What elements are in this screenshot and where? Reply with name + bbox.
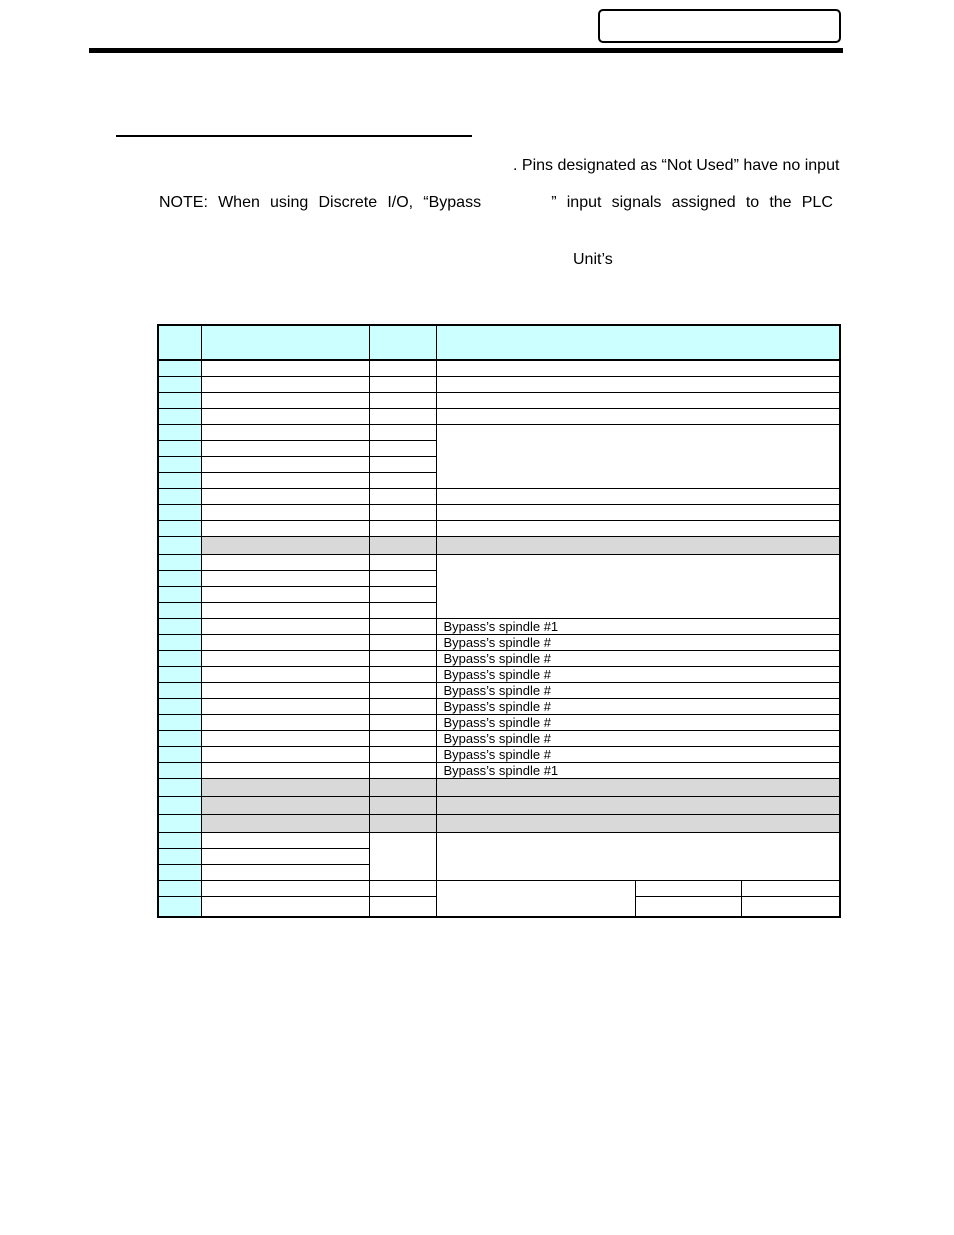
table-row [158, 409, 840, 425]
table-row [158, 747, 840, 763]
table-row [158, 833, 840, 849]
pin-cell [158, 635, 201, 651]
bypass-description: Bypass’s spindle # [436, 683, 840, 699]
table-row-not-used [158, 815, 840, 833]
pin-cell [158, 537, 201, 555]
bypass-description: Bypass’s spindle # [436, 715, 840, 731]
bypass-description: Bypass’s spindle # [436, 667, 840, 683]
table-row [158, 425, 840, 441]
table-row [158, 763, 840, 779]
merged-description-cell [436, 833, 840, 881]
pin-cell [158, 441, 201, 457]
pin-cell [158, 473, 201, 489]
note-word: “Bypass [423, 194, 482, 211]
pin-cell [158, 699, 201, 715]
pin-cell [158, 833, 201, 849]
pin-cell [158, 409, 201, 425]
pin-cell [158, 619, 201, 635]
bypass-description: Bypass’s spindle #1 [436, 619, 840, 635]
pin-cell [158, 571, 201, 587]
pin-cell [158, 683, 201, 699]
table-row-not-used [158, 797, 840, 815]
header-rule [89, 48, 843, 53]
note-word: ” [551, 194, 557, 211]
note-word: I/O, [387, 194, 414, 211]
intro-text: . Pins designated as “Not Used” have no input [513, 157, 840, 174]
table-row [158, 651, 840, 667]
merged-description-cell [436, 555, 840, 619]
header-cell [158, 325, 201, 360]
bypass-description: Bypass’s spindle # [436, 731, 840, 747]
table-row-not-used [158, 537, 840, 555]
pin-cell [158, 849, 201, 865]
table-row [158, 505, 840, 521]
table-row [158, 683, 840, 699]
header-cell [369, 325, 436, 360]
pin-cell [158, 731, 201, 747]
note-word: Discrete [318, 194, 378, 211]
pin-cell [158, 360, 201, 377]
pin-cell [158, 865, 201, 881]
pin-cell [158, 555, 201, 571]
bypass-description: Bypass’s spindle # [436, 747, 840, 763]
note-word: to [745, 194, 760, 211]
table-row [158, 731, 840, 747]
note-word: When [218, 194, 260, 211]
pin-cell [158, 763, 201, 779]
sub-cell [741, 897, 840, 918]
note-word: signals [611, 194, 662, 211]
table-row [158, 635, 840, 651]
pin-cell [158, 667, 201, 683]
pin-cell [158, 587, 201, 603]
note-word: NOTE: [159, 194, 208, 211]
pin-cell [158, 779, 201, 797]
merged-type-cell [369, 833, 436, 881]
table-row [158, 377, 840, 393]
sub-cell [635, 897, 741, 918]
sub-cell [741, 881, 840, 897]
note-word: assigned [671, 194, 736, 211]
section-heading-underline [116, 135, 472, 137]
note-word: PLC [801, 194, 833, 211]
table-header-row [158, 325, 840, 360]
table-row [158, 360, 840, 377]
pin-cell [158, 603, 201, 619]
note-word: using [270, 194, 309, 211]
bypass-description: Bypass’s spindle #1 [436, 763, 840, 779]
pin-cell [158, 377, 201, 393]
note-word: input [566, 194, 602, 211]
table-row [158, 715, 840, 731]
pin-cell [158, 425, 201, 441]
table-row-not-used [158, 779, 840, 797]
pin-cell [158, 897, 201, 918]
table-row [158, 521, 840, 537]
table-row [158, 881, 840, 897]
pin-cell [158, 815, 201, 833]
bypass-description: Bypass’s spindle # [436, 651, 840, 667]
io-pin-table [157, 324, 841, 918]
header-cell [201, 325, 369, 360]
table-row [158, 619, 840, 635]
sub-cell [635, 881, 741, 897]
bypass-description: Bypass’s spindle # [436, 635, 840, 651]
header-title-box [598, 9, 841, 43]
pin-cell [158, 797, 201, 815]
unit-text: Unit’s [573, 251, 613, 268]
pin-cell [158, 715, 201, 731]
merged-description-cell [436, 425, 840, 489]
table-row [158, 555, 840, 571]
table-row [158, 489, 840, 505]
pin-cell [158, 393, 201, 409]
pin-cell [158, 457, 201, 473]
pin-cell [158, 521, 201, 537]
pin-cell [158, 881, 201, 897]
pin-cell [158, 489, 201, 505]
merged-description-cell [436, 881, 635, 918]
pin-cell [158, 651, 201, 667]
note-word: the [769, 194, 792, 211]
table-row [158, 667, 840, 683]
pin-cell [158, 747, 201, 763]
note-text [159, 194, 833, 212]
bypass-description: Bypass’s spindle # [436, 699, 840, 715]
table-row [158, 699, 840, 715]
header-cell [436, 325, 840, 360]
pin-cell [158, 505, 201, 521]
table-row [158, 393, 840, 409]
